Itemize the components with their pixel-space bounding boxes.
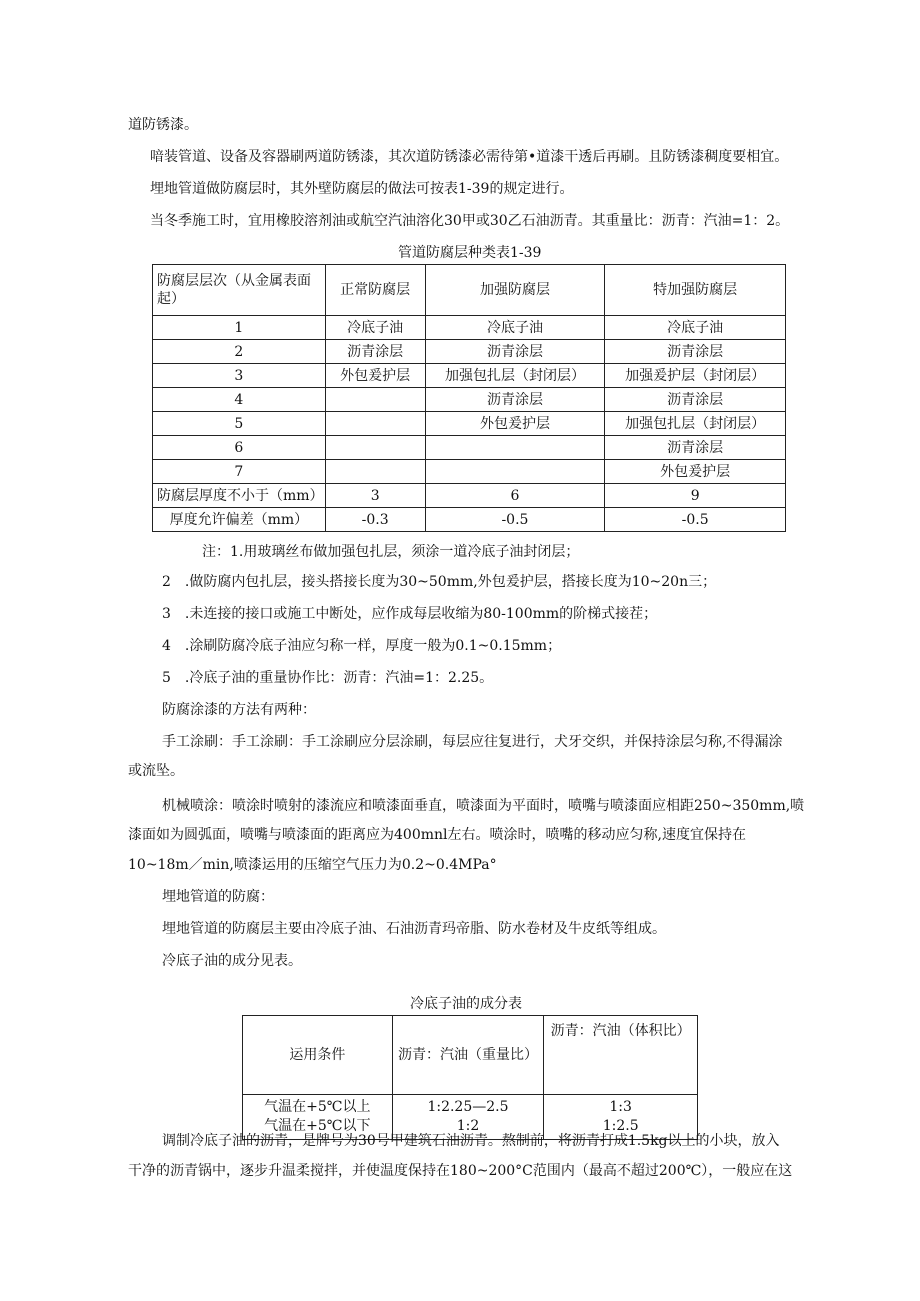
corrosion-layer-table [152, 264, 786, 532]
volume-ratio-above: 1:3 [609, 1099, 632, 1115]
table-cell [325, 436, 425, 460]
table-cell: 2 [153, 340, 326, 364]
table-cell [325, 412, 425, 436]
table-cell: 沥青涂层 [605, 436, 786, 460]
table-row [153, 340, 786, 364]
weight-ratio-below: 1:2 [456, 1118, 480, 1134]
table-row [153, 364, 786, 388]
table-cell: 沥青涂层 [325, 340, 425, 364]
condition-above: 气温在+5℃以上 [264, 1099, 371, 1115]
table-row [153, 388, 786, 412]
table-cell: 加强包扎层（封闭层） [605, 412, 786, 436]
paragraph: 手工涂刷：手工涂刷：手工涂刷应分层涂刷，每层应往复进行，犬牙交织，并保持涂层匀称,不得漏涂 [162, 734, 783, 750]
table-cell: 冷底子油 [425, 316, 605, 340]
table-cell [425, 436, 605, 460]
table-header-cell: 防腐层层次（从金属表面起） [153, 265, 326, 316]
paragraph: 道防锈漆。 [128, 117, 198, 133]
table-cell: 加强包扎层（封闭层） [425, 364, 605, 388]
table-header-cell: 正常防腐层 [325, 265, 425, 316]
table-cell: 4 [153, 388, 326, 412]
table-cell: -0.5 [605, 508, 786, 532]
table-row [153, 412, 786, 436]
table-cell [425, 460, 605, 484]
table-cell: 冷底子油 [605, 316, 786, 340]
table-cell: -0.5 [425, 508, 605, 532]
table-row [153, 508, 786, 532]
table-header-cell: 运用条件 [243, 1016, 393, 1095]
table-header-cell: 加强防腐层 [425, 265, 605, 316]
table-cell: 1 [153, 316, 326, 340]
table-cell: 沥青涂层 [425, 388, 605, 412]
table-header-row [153, 265, 786, 316]
table-cell: 外包爰护层 [325, 364, 425, 388]
table-header-cell: 沥青：汽油（体积比） [544, 1016, 698, 1095]
table-cell [325, 388, 425, 412]
note: 3 .未连接的接口或施工中断处，应作成每层收缩为80-100mm的阶梯式接茬； [162, 606, 658, 622]
table-cell: 3 [153, 364, 326, 388]
table-cell: 3 [325, 484, 425, 508]
table-cell: 6 [425, 484, 605, 508]
table-cell: 7 [153, 460, 326, 484]
table-cell: 沥青涂层 [605, 340, 786, 364]
table-row [153, 460, 786, 484]
volume-ratio-below: 1:2.5 [602, 1118, 639, 1134]
paragraph: 埋地管道做防腐层时，其外壁防腐层的做法可按表1-39的规定进行。 [150, 181, 574, 197]
note: 2 .做防腐内包扎层，接头搭接长度为30~50mm,外包爰护层，搭接长度为10~20n三； [162, 574, 717, 590]
table-cell: 6 [153, 436, 326, 460]
table-header-cell: 特加强防腐层 [605, 265, 786, 316]
note: 5 .冷底子油的重量协作比：沥青：汽油=1：2.25。 [162, 670, 494, 686]
paragraph: 10~18m／min,喷漆运用的压缩空气压力为0.2~0.4MPa° [128, 857, 497, 873]
table-cell: 9 [605, 484, 786, 508]
table-cell [325, 460, 425, 484]
table-cell: 沥青涂层 [605, 388, 786, 412]
paragraph: 调制冷底子油的沥青，是牌号为30号甲建筑石油沥青。熬制前，将沥青打成1.5kg以上的小块，放入 [162, 1133, 780, 1149]
table-row [153, 436, 786, 460]
note: 4 .涂刷防腐冷底子油应匀称一样，厚度一般为0.1~0.15mm； [162, 638, 562, 654]
paragraph: 或流坠。 [128, 763, 184, 779]
table-cell: 防腐层厚度不小于（mm） [153, 484, 326, 508]
table-cell: 加强爰护层（封闭层） [605, 364, 786, 388]
cold-primer-composition-table [242, 1015, 698, 1140]
table-cell: -0.3 [325, 508, 425, 532]
note: 注：1.用玻璃丝布做加强包扎层，须涂一道冷底子油封闭层； [202, 544, 580, 560]
paragraph: 喑装管道、设备及容器刷两道防锈漆，其次道防锈漆必需待第•道漆干透后再刷。且防锈漆稠度要相宜。 [150, 149, 789, 165]
table-cell: 外包爰护层 [425, 412, 605, 436]
paragraph: 漆面如为圆弧面，喷嘴与喷漆面的距离应为400mnl左右。喷涂时，喷嘴的移动应匀称,速度宜保持在 [128, 827, 746, 843]
paragraph: 埋地管道的防腐层主要由冷底子油、石油沥青玛帝脂、防水卷材及牛皮纸等组成。 [162, 921, 666, 937]
table-caption: 冷底子油的成分表 [410, 996, 522, 1012]
paragraph: 防腐涂漆的方法有两种： [162, 702, 316, 718]
table-row [153, 316, 786, 340]
table-cell: 厚度允许偏差（mm） [153, 508, 326, 532]
condition-below: 气温在+5℃以下 [264, 1118, 371, 1134]
paragraph: 当冬季施工时，宜用橡胶溶剂油或航空汽油溶化30甲或30乙石油沥青。其重量比：沥青：汽油=1：2。 [150, 213, 790, 229]
table-cell: 5 [153, 412, 326, 436]
paragraph: 埋地管道的防腐： [162, 889, 274, 905]
paragraph: 机械喷涂：喷涂时喷射的漆流应和喷漆面垂直，喷漆面为平面时，喷嘴与喷漆面应相距250~350mm,喷 [162, 798, 805, 814]
paragraph: 干净的沥青锅中，逐步升温柔搅拌，并使温度保持在180~200°C范围内（最高不超过200℃），一般应在这 [128, 1163, 793, 1179]
table-cell: 冷底子油 [325, 316, 425, 340]
paragraph: 冷底子油的成分见表。 [162, 953, 302, 969]
table-row [153, 484, 786, 508]
table-header-cell: 沥青：汽油（重量比） [392, 1016, 544, 1095]
table-header-row [243, 1016, 698, 1095]
table-cell: 外包爰护层 [605, 460, 786, 484]
weight-ratio-above: 1:2.25—2.5 [427, 1099, 509, 1115]
table-cell: 沥青涂层 [425, 340, 605, 364]
table-caption: 管道防腐层种类表1-39 [398, 245, 542, 261]
